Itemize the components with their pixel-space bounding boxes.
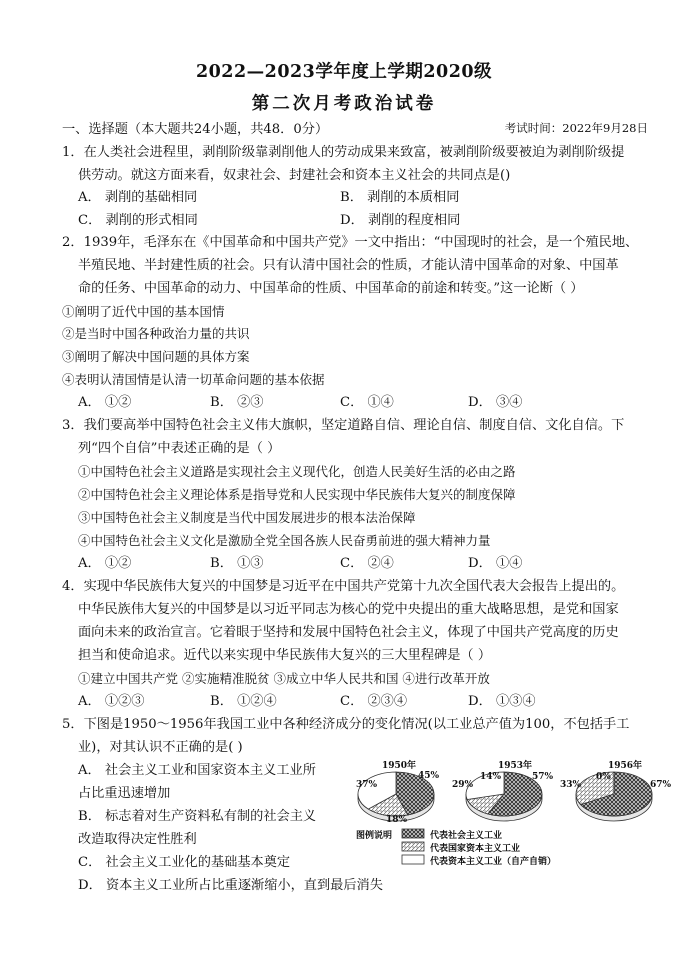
q2-option-b: B． ②③ — [210, 395, 264, 410]
pie-1956-label-state: 33% — [560, 780, 582, 790]
pie-1956-label-socialist: 67% — [650, 780, 672, 790]
pie-1950-label-state: 18% — [386, 815, 408, 825]
q3-option-d: D． ①④ — [468, 556, 523, 571]
q2-statement-1: ①阐明了近代中国的基本国情 — [62, 304, 225, 319]
q2-option-a: A． ①② — [78, 395, 132, 410]
legend-item-socialist: 代表社会主义工业 — [430, 831, 503, 841]
q5-option-a-line1: A． 社会主义工业和国家资本主义工业所 — [78, 763, 316, 778]
pie-1953-label-state: 14% — [480, 772, 502, 782]
q5-line2: 业)，对其认识不正确的是( ) — [78, 740, 243, 755]
q4-option-a: A． ①②③ — [78, 694, 145, 709]
q2-line2: 半殖民地、半封建性质的社会。只有认清中国社会的性质，才能认清中国革命的对象、中国革 — [78, 258, 619, 273]
q3-statement-1: ①中国特色社会主义道路是实现社会主义现代化，创造人民美好生活的必由之路 — [78, 464, 516, 479]
exam-title: 2022—2023学年度上学期2020级 — [195, 62, 493, 82]
pie-1956-label-capitalist: 0% — [596, 772, 611, 782]
q1-option-b: B． 剥削的本质相同 — [340, 190, 460, 205]
legend-item-capitalist: 代表资本主义工业（自产自销） — [430, 857, 557, 867]
q2-option-c: C． ①④ — [340, 395, 394, 410]
pie-1953-label-socialist: 57% — [532, 772, 554, 782]
q3-statement-3: ③中国特色社会主义制度是当代中国发展进步的根本法治保障 — [78, 510, 416, 525]
q4-line1: 4．实现中华民族伟大复兴的中国梦是习近平在中国共产党第十九次全国代表大会报告上提出的。 — [62, 579, 625, 594]
q1-option-c: C． 剥削的形式相同 — [78, 213, 198, 228]
q5-option-b-line1: B． 标志着对生产资料私有制的社会主义 — [78, 809, 317, 824]
q3-statement-4: ④中国特色社会主义文化是激励全党全国各族人民奋勇前进的强大精神力量 — [78, 533, 491, 548]
q4-line2: 中华民族伟大复兴的中国梦是以习近平同志为核心的党中央提出的重大战略思想，是党和国家 — [78, 602, 619, 617]
q4-option-b: B． ①②④ — [210, 694, 277, 709]
q4-line3: 面向未来的政治宣言。它着眼于坚持和发展中国特色社会主义，体现了中国共产党高度的历史 — [78, 625, 619, 640]
q5-option-c: C． 社会主义工业化的基础基本奠定 — [78, 855, 291, 870]
legend-swatch-capitalist — [402, 855, 424, 864]
q4-line4: 担当和使命追求。近代以来实现中华民族伟大复兴的三大里程碑是（ ） — [78, 648, 492, 663]
q2-statement-2: ②是当时中国各种政治力量的共识 — [62, 326, 250, 341]
pie-1953-label-capitalist: 29% — [452, 780, 474, 790]
q1-line1: 1．在人类社会进程里，剥削阶级靠剥削他人的劳动成果来致富，被剥削阶级要被迫为剥削阶级提 — [62, 145, 625, 160]
legend-swatch-socialist — [402, 829, 424, 838]
q5-option-b-line2: 改造取得决定性胜利 — [78, 832, 197, 847]
pie-year-1956: 1956年 — [608, 761, 643, 771]
q3-statement-2: ②中国特色社会主义理论体系是指导党和人民实现中华民族伟大复兴的制度保障 — [78, 487, 516, 502]
q2-statement-4: ④表明认清国情是认清一切革命问题的基本依据 — [62, 372, 325, 387]
exam-time: 考试时间：2022年9月28日 — [504, 121, 648, 135]
q4-option-d: D． ①③④ — [468, 694, 536, 709]
exam-subtitle: 第二次月考政治试卷 — [251, 94, 437, 114]
q3-option-b: B． ①③ — [210, 556, 264, 571]
q5-option-a-line2: 占比重迅速增加 — [78, 786, 171, 801]
q1-option-d: D． 剥削的程度相同 — [340, 213, 461, 228]
section-heading: 一、选择题（本大题共24小题，共48．0分） — [62, 122, 329, 137]
q1-option-a: A． 剥削的基础相同 — [78, 190, 198, 205]
q2-line3: 命的任务、中国革命的动力、中国革命的性质、中国革命的前途和转变。”这一论断（ ） — [78, 281, 584, 296]
q4-statements: ①建立中国共产党 ②实施精准脱贫 ③成立中华人民共和国 ④进行改革开放 — [78, 671, 490, 686]
q2-option-d: D． ③④ — [468, 395, 523, 410]
industry-pie-charts — [352, 758, 672, 878]
q3-line1: 3．我们要高举中国特色社会主义伟大旗帜，坚定道路自信、理论自信、制度自信、文化自信。下 — [62, 418, 625, 433]
q5-option-d: D． 资本主义工业所占比重逐渐缩小，直到最后消失 — [78, 878, 383, 893]
q3-option-a: A． ①② — [78, 556, 132, 571]
legend-item-state-capitalist: 代表国家资本主义工业 — [430, 844, 521, 854]
q2-line1: 2．1939年，毛泽东在《中国革命和中国共产党》一文中指出：“中国现时的社会，是一个殖民地、 — [62, 235, 639, 250]
q3-line2: 列“四个自信”中表述正确的是（ ） — [78, 441, 281, 456]
legend-swatch-state-capitalist — [402, 842, 424, 851]
pie-1950-label-capitalist: 37% — [356, 780, 378, 790]
pie-year-1953: 1953年 — [498, 761, 533, 771]
pie-year-1950: 1950年 — [382, 761, 417, 771]
q4-option-c: C． ②③④ — [340, 694, 408, 709]
q3-option-c: C． ②④ — [340, 556, 394, 571]
q1-line2: 供劳动。就这方面来看，奴隶社会、封建社会和资本主义社会的共同点是() — [78, 168, 511, 183]
legend-title: 图例说明 — [356, 831, 393, 841]
pie-1950-label-socialist: 45% — [418, 771, 440, 781]
q5-line1: 5．下图是1950～1956年我国工业中各种经济成分的变化情况(以工业总产值为100，不包括手工 — [62, 717, 630, 732]
q2-statement-3: ③阐明了解决中国问题的具体方案 — [62, 349, 250, 364]
